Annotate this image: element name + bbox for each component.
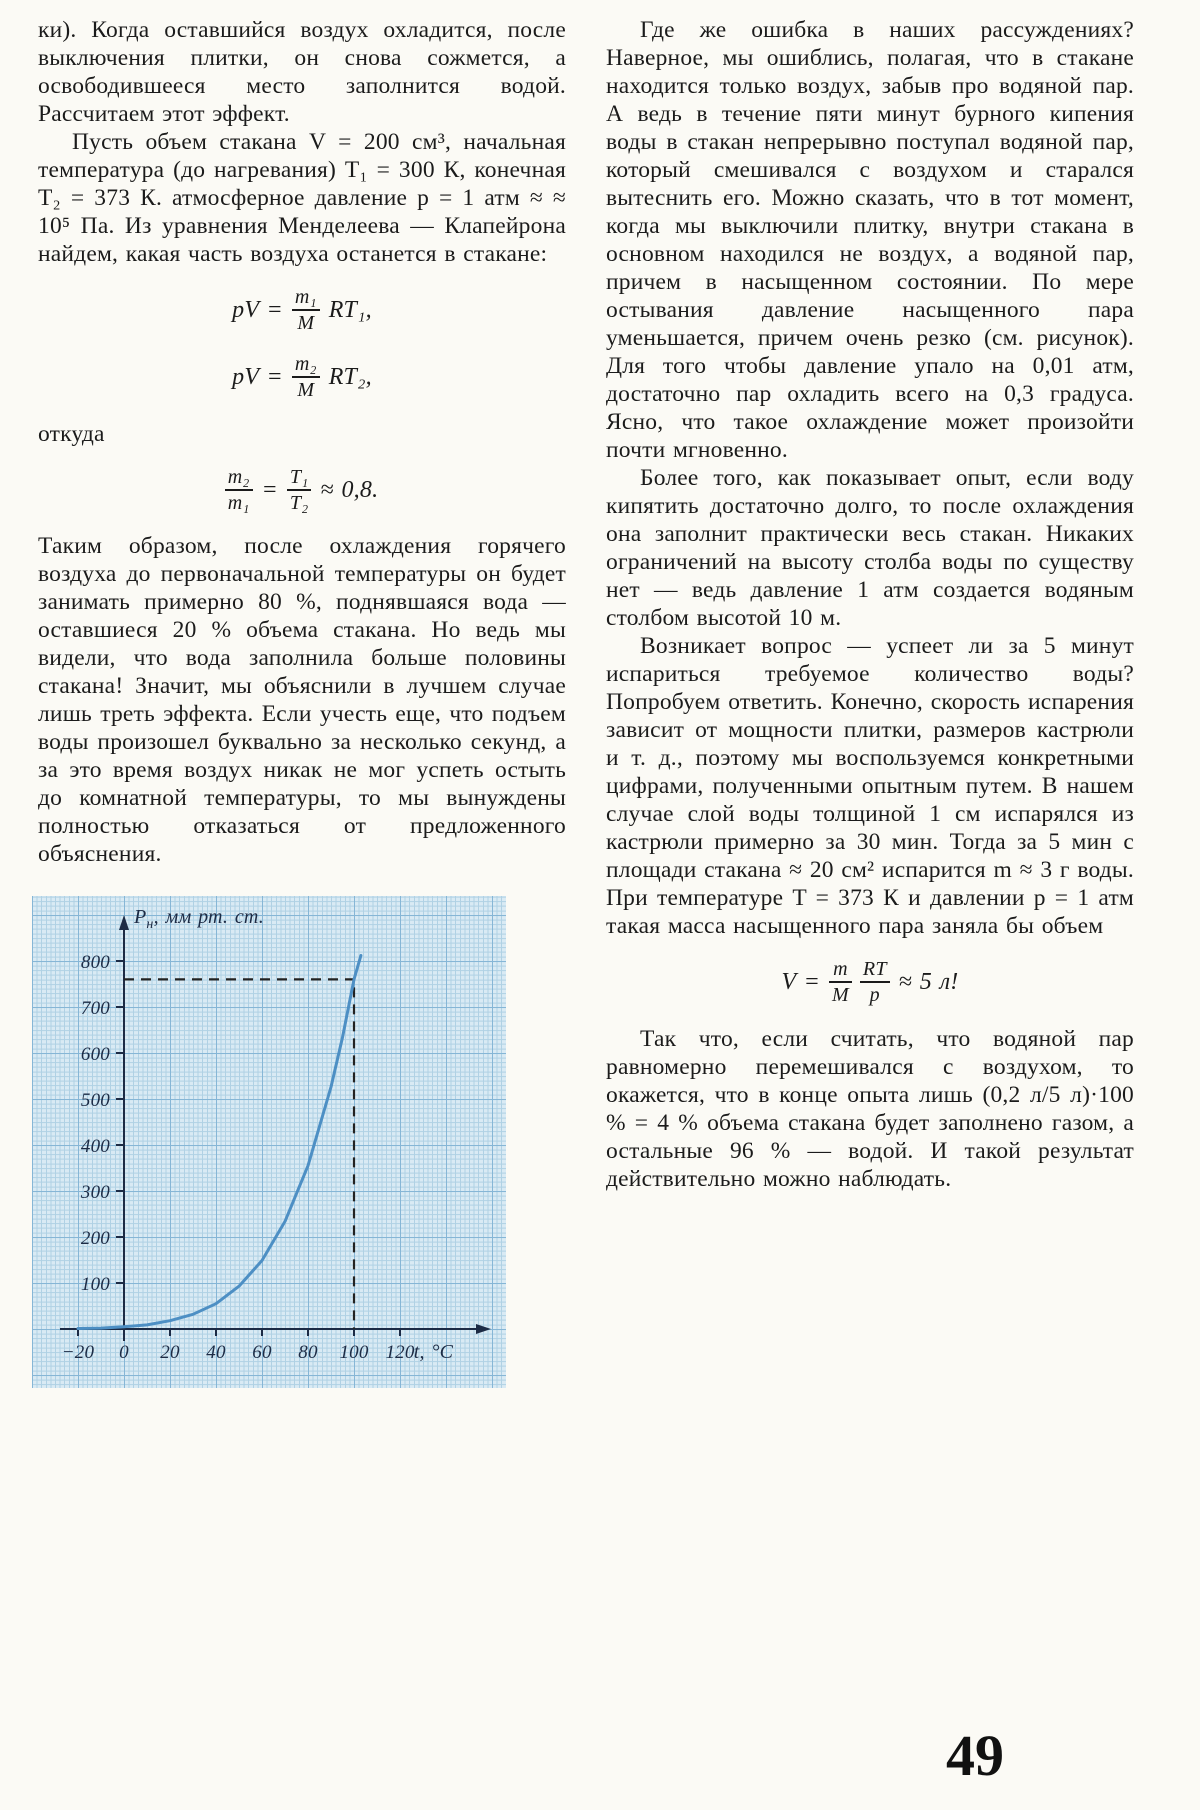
vapor-pressure-chart	[32, 896, 506, 1388]
y-tick-label: 200	[80, 1228, 110, 1250]
paragraph-problem-setup: Пусть объем стакана V = 200 см³, начальная температура (до нагревания) T₁ = 300 К, конечная T₂ = 373 К. атмосферное давление p = 1 атм ≈ ≈ 10⁵ Па. Из уравнения Менделеева — Клапейрона найдем, какая часть воздуха останется в стакане:	[38, 129, 566, 267]
y-tick-label: 100	[80, 1274, 110, 1296]
y-axis-title: $P_н$, мм рт. ст.	[134, 906, 264, 933]
fraction-denominator: M	[292, 309, 320, 334]
x-tick-label: 20	[160, 1342, 180, 1364]
fraction	[288, 353, 324, 402]
formula-vapor-volume	[606, 958, 1134, 1007]
fraction-denominator: T₂	[287, 489, 311, 514]
x-tick-label: 80	[298, 1342, 318, 1364]
dashed-guide-760mm-100c	[124, 980, 354, 1330]
fraction-denominator: M	[292, 376, 320, 401]
formula-lhs: pV =	[232, 363, 283, 390]
paragraph-conclusion: Таким образом, после охлаждения горячего воздуха до первоначальной температуры он будет занимать примерно 80 %, поднявшаяся вода — оставшиеся 20 % объема стакана. Но ведь мы видели, что вода заполнила больше половины стакана! Значит, мы объяснили в лучшем случае лишь треть эффекта. Если учесть еще, что подъем воды произошел буквально за несколько секунд, а за это время воздух никак не мог успеть остыть до комнатной температуры, то мы вынуждены полностью отказаться от предложенного объяснения.	[38, 533, 566, 868]
y-tick-label: 700	[80, 998, 110, 1020]
x-tick-label: 0	[119, 1342, 129, 1364]
equals-sign: =	[261, 476, 278, 503]
fraction	[221, 466, 257, 515]
x-tick-label: 60	[252, 1342, 272, 1364]
paragraph-experiment-result: Более того, как показывает опыт, если воду кипятить достаточно долго, то после охлаждения она заполнит практически весь стакан. Никаких ограничений на высоту столба воды по существу нет — ведь давление 1 атм создается водяным столбом высотой 10 м.	[606, 465, 1134, 631]
formula-ideal-gas-2	[38, 353, 566, 402]
x-tick-label: 40	[206, 1342, 226, 1364]
fraction-numerator: m	[833, 958, 848, 980]
fraction	[825, 958, 856, 1007]
fraction	[856, 958, 894, 1007]
right-column	[606, 16, 1134, 1388]
fraction-numerator: m₂	[294, 352, 317, 375]
formula-rhs: ≈ 5 л!	[898, 969, 959, 996]
y-axis-arrow	[119, 915, 129, 930]
y-tick-label: 600	[80, 1044, 110, 1066]
paragraph-mistake-explained: Где же ошибка в наших рассуждениях? Наверное, мы ошиблись, полагая, что в стакане находится только воздух, забыв про водяной пар. А ведь в течение пяти минут бурного кипения воды в стакан непрерывно поступал водяной пар, который смешивался с воздухом и старался вытеснить его. Можно сказать, что в тот момент, когда мы выключили плитку, внутри стакана в основном находился не воздух, а водяной пар, причем в насыщенном состоянии. По мере остывания давление насыщенного пара уменьшается, причем очень резко (см. рисунок). Для того чтобы давление упало на 0,01 атм, достаточно пар охладить всего на 0,3 градуса. Ясно, что такое охлаждение может произойти почти мгновенно.	[606, 17, 1134, 463]
x-axis-arrow	[476, 1324, 491, 1334]
fraction-denominator: m₁	[225, 489, 253, 514]
fraction	[288, 286, 324, 335]
x-tick-label: 120	[385, 1342, 415, 1364]
paragraph-continuation: ки). Когда оставшийся воздух охладится, после выключения плитки, он снова сожмется, а освободившееся место заполнится водой. Рассчитаем этот эффект.	[38, 17, 566, 127]
formula-ideal-gas-1	[38, 286, 566, 335]
vapor-pressure-chart-svg	[32, 896, 506, 1388]
fraction	[283, 466, 315, 515]
x-tick-label: −20	[61, 1342, 95, 1364]
vapor-pressure-curve	[78, 956, 361, 1329]
formula-lhs: V =	[781, 969, 821, 996]
x-axis-title: t, °C	[413, 1341, 454, 1364]
formula-rhs: RT₁,	[328, 297, 372, 324]
y-tick-label: 300	[80, 1182, 110, 1204]
fraction-numerator: RT	[862, 958, 887, 980]
formula-lhs: pV =	[232, 297, 283, 324]
fraction-denominator: p	[860, 981, 890, 1006]
page-number: 49	[946, 1723, 1004, 1788]
fraction-numerator: m₁	[294, 286, 317, 308]
formula-rhs: RT₂,	[328, 363, 372, 390]
y-tick-label: 800	[80, 952, 110, 974]
paragraph-evaporation-estimate: Возникает вопрос — успеет ли за 5 минут испариться требуемое количество воды? Попробуем ответить. Конечно, скорость испарения зависит от мощности плитки, размеров кастрюли и т. д., поэтому мы воспользуемся конкретными цифрами, полученными опытным путем. В нашем случае слой воды толщиной 1 см испарялся из кастрюли примерно за 30 мин. Тогда за 5 мин с площади стакана ≈ 20 см² испарится m ≈ 3 г воды. При температуре T = 373 К и давлении p = 1 атм такая масса насыщенного пара заняла бы объем	[606, 633, 1134, 939]
paragraph-final-result: Так что, если считать, что водяной пар равномерно перемешивался с воздухом, то окажется, что в конце опыта лишь (0,2 л/5 л)·100 % = 4 % объема стакана будет заполнено газом, а остальные 96 % — водой. И такой результат действительно можно наблюдать.	[606, 1025, 1134, 1192]
formula-mass-ratio	[38, 466, 566, 515]
left-column	[38, 16, 566, 1388]
fraction-numerator: m₂	[227, 465, 250, 488]
fraction-numerator: T₁	[289, 465, 309, 488]
fraction-denominator: M	[829, 981, 852, 1006]
x-tick-label: 100	[339, 1342, 369, 1364]
y-tick-label: 400	[80, 1136, 110, 1158]
y-tick-label: 500	[80, 1090, 110, 1112]
paragraph-otkuda: откуда	[38, 420, 105, 447]
formula-rhs: ≈ 0,8.	[320, 476, 379, 503]
